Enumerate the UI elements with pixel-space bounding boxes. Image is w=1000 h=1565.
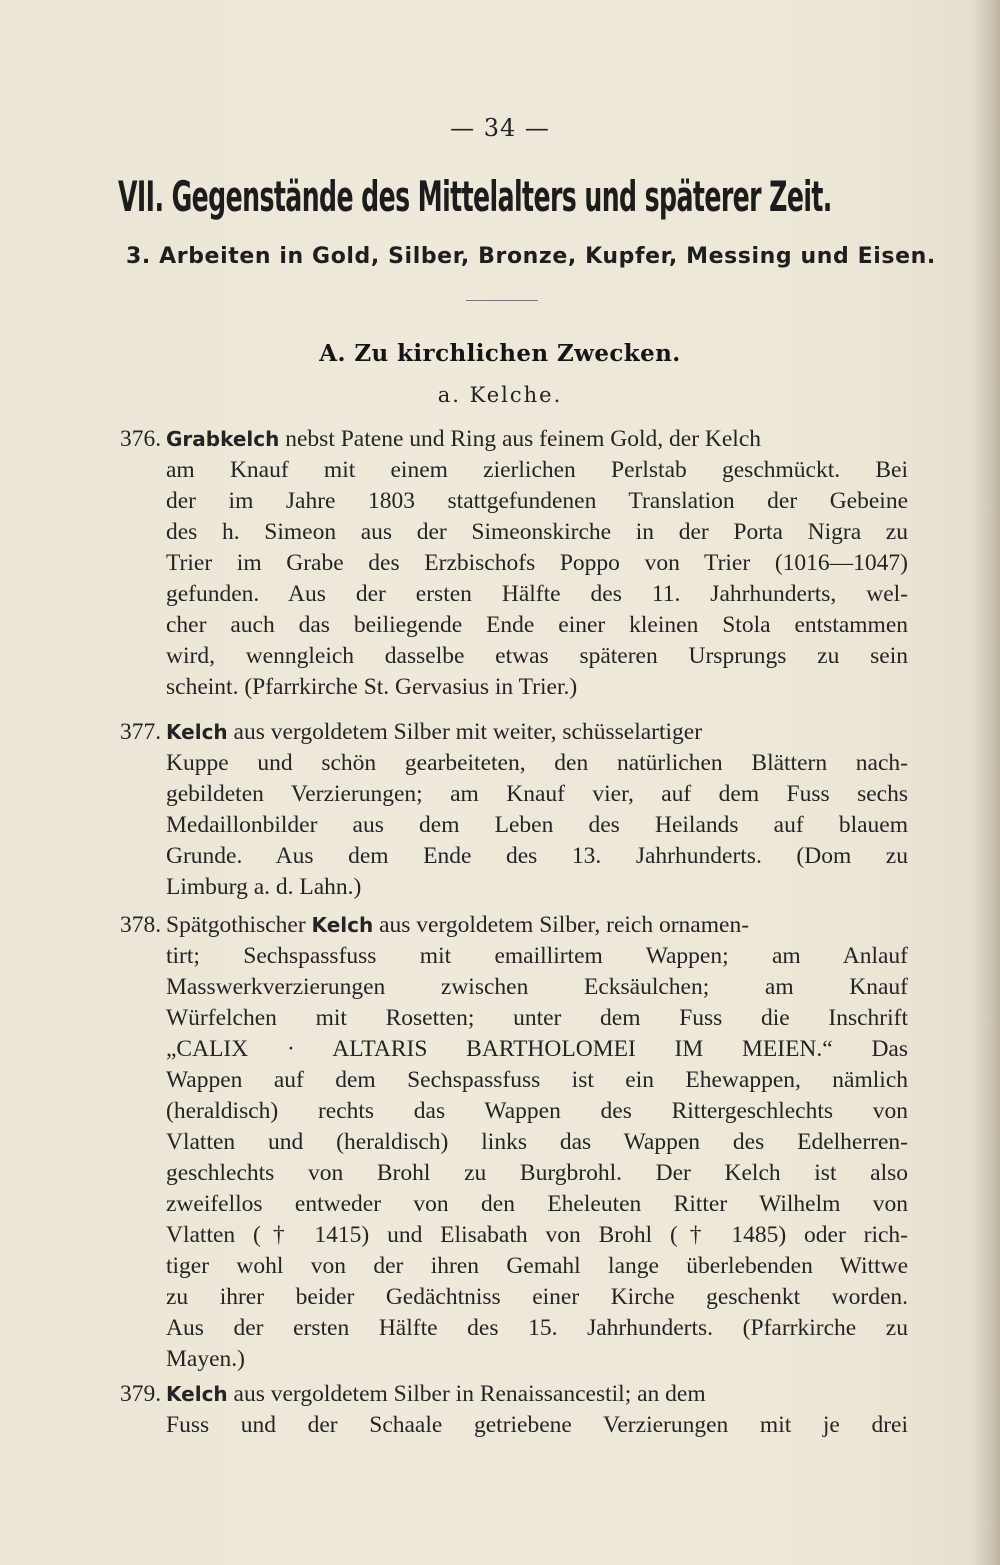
entry-line	[120, 779, 910, 810]
entry-line	[120, 941, 910, 972]
entry-line	[120, 1003, 910, 1034]
entry-keyword: Kelch	[311, 913, 374, 937]
entry-line	[120, 910, 910, 941]
entry-text: wird, wenngleich dasselbe etwas späteren Ursprungs zu sein	[166, 643, 908, 669]
entry-line	[120, 1410, 910, 1441]
entry-line	[120, 455, 910, 486]
entry-keyword: Kelch	[166, 720, 228, 744]
entry-text: Aus der ersten Hälfte des 15. Jahrhunderts. (Pfarrkirche zu	[166, 1315, 908, 1341]
page-number: — 34 —	[450, 114, 550, 142]
entry-text: „CALIX · ALTARIS BARTHOLOMEI IM MEIEN.“ Das	[166, 1036, 908, 1062]
divider-rule	[466, 300, 538, 301]
entry-line	[120, 1220, 910, 1251]
entry-text: gefunden. Aus der ersten Hälfte des 11. Jahrhunderts, wel-	[166, 581, 908, 607]
entry-text: tiger wohl von der ihren Gemahl lange überlebenden Wittwe	[166, 1253, 908, 1279]
entry-line	[120, 548, 910, 579]
entry-number: 379.	[120, 1381, 162, 1407]
entry-number: 376.	[120, 426, 162, 452]
subcategory-heading: a. Kelche.	[437, 383, 563, 407]
entry-text: (heraldisch) rechts das Wappen des Rittergeschlechts von	[166, 1098, 908, 1124]
entry-text: Wappen auf dem Sechspassfuss ist ein Ehewappen, nämlich	[166, 1067, 908, 1093]
entry-line	[120, 1034, 910, 1065]
entry-line	[120, 972, 910, 1003]
entry-keyword: Grabkelch	[166, 427, 280, 451]
entry-text: aus vergoldetem Silber, reich ornamen-	[373, 912, 750, 938]
entry-text: nebst Patene und Ring aus feinem Gold, der Kelch	[279, 426, 762, 452]
entry-line	[120, 672, 910, 703]
entry-text: des h. Simeon aus der Simeonskirche in der Porta Nigra zu	[166, 519, 908, 545]
entry-text: aus vergoldetem Silber mit weiter, schüsselartiger	[227, 719, 703, 745]
entry-text: Kuppe und schön gearbeiteten, den natürlichen Blättern nach-	[166, 750, 908, 776]
entry-text: Limburg a. d. Lahn.)	[166, 874, 362, 900]
entry-line	[120, 424, 910, 455]
entry-line	[120, 1189, 910, 1220]
entry-line	[120, 517, 910, 548]
entry-line	[120, 1127, 910, 1158]
entry-number: 377.	[120, 719, 162, 745]
entry-text: Würfelchen mit Rosetten; unter dem Fuss die Inschrift	[166, 1005, 908, 1031]
entry-line	[120, 872, 910, 903]
entry-line	[120, 1158, 910, 1189]
entry-line	[120, 717, 910, 748]
entry-line	[120, 1379, 910, 1410]
entry-text: Trier im Grabe des Erzbischofs Poppo von Trier (1016—1047)	[166, 550, 908, 576]
entry-text: Fuss und der Schaale getriebene Verzierungen mit je drei	[166, 1412, 908, 1438]
entry-text: cher auch das beiliegende Ende einer kleinen Stola entstammen	[166, 612, 908, 638]
entry-text: Mayen.)	[166, 1346, 245, 1372]
entry-text: am Knauf mit einem zierlichen Perlstab geschmückt. Bei	[166, 457, 908, 483]
entry-line	[120, 1251, 910, 1282]
entry-line	[120, 1344, 910, 1375]
category-heading: A. Zu kirchlichen Zwecken.	[319, 340, 681, 367]
entry-text: zweifellos entweder von den Eheleuten Ritter Wilhelm von	[166, 1191, 908, 1217]
entry-line	[120, 810, 910, 841]
entry-line	[120, 1096, 910, 1127]
entry-keyword: Kelch	[166, 1382, 228, 1406]
sub-title: 3. Arbeiten in Gold, Silber, Bronze, Kupfer, Messing und Eisen.	[126, 244, 936, 269]
entry-text: Grunde. Aus dem Ende des 13. Jahrhunderts. (Dom zu	[166, 843, 908, 869]
catalog-entry-376	[120, 424, 910, 703]
entry-line	[120, 748, 910, 779]
entry-text: Vlatten und (heraldisch) links das Wappen des Edelherren-	[166, 1129, 908, 1155]
entry-text: aus vergoldetem Silber in Renaissancestil; an dem	[227, 1381, 706, 1407]
page-edge-shadow	[970, 0, 1000, 1565]
entry-text: Spätgothischer	[166, 912, 312, 938]
entry-text: Vlatten († 1415) und Elisabath von Brohl († 1485) oder rich-	[166, 1222, 908, 1248]
section-title: VII. Gegenstände des Mittelalters und späterer Zeit.	[118, 172, 832, 221]
entry-text: Masswerkverzierungen zwischen Ecksäulchen; am Knauf	[166, 974, 908, 1000]
entry-line	[120, 641, 910, 672]
entry-text: geschlechts von Brohl zu Burgbrohl. Der Kelch ist also	[166, 1160, 908, 1186]
catalog-entry-377	[120, 717, 910, 903]
entry-text: der im Jahre 1803 stattgefundenen Translation der Gebeine	[166, 488, 908, 514]
entry-text: zu ihrer beider Gedächtniss einer Kirche geschenkt worden.	[166, 1284, 908, 1310]
catalog-entry-378	[120, 910, 910, 1375]
entry-line	[120, 1282, 910, 1313]
entry-line	[120, 841, 910, 872]
entry-text: tirt; Sechspassfuss mit emaillirtem Wappen; am Anlauf	[166, 943, 908, 969]
entry-line	[120, 579, 910, 610]
entry-line	[120, 610, 910, 641]
entry-line	[120, 1313, 910, 1344]
entry-text: gebildeten Verzierungen; am Knauf vier, auf dem Fuss sechs	[166, 781, 908, 807]
catalog-entry-379	[120, 1379, 910, 1441]
entry-line	[120, 486, 910, 517]
entry-line	[120, 1065, 910, 1096]
entry-number: 378.	[120, 912, 162, 938]
entry-text: scheint. (Pfarrkirche St. Gervasius in Trier.)	[166, 674, 578, 700]
entry-text: Medaillonbilder aus dem Leben des Heilands auf blauem	[166, 812, 908, 838]
